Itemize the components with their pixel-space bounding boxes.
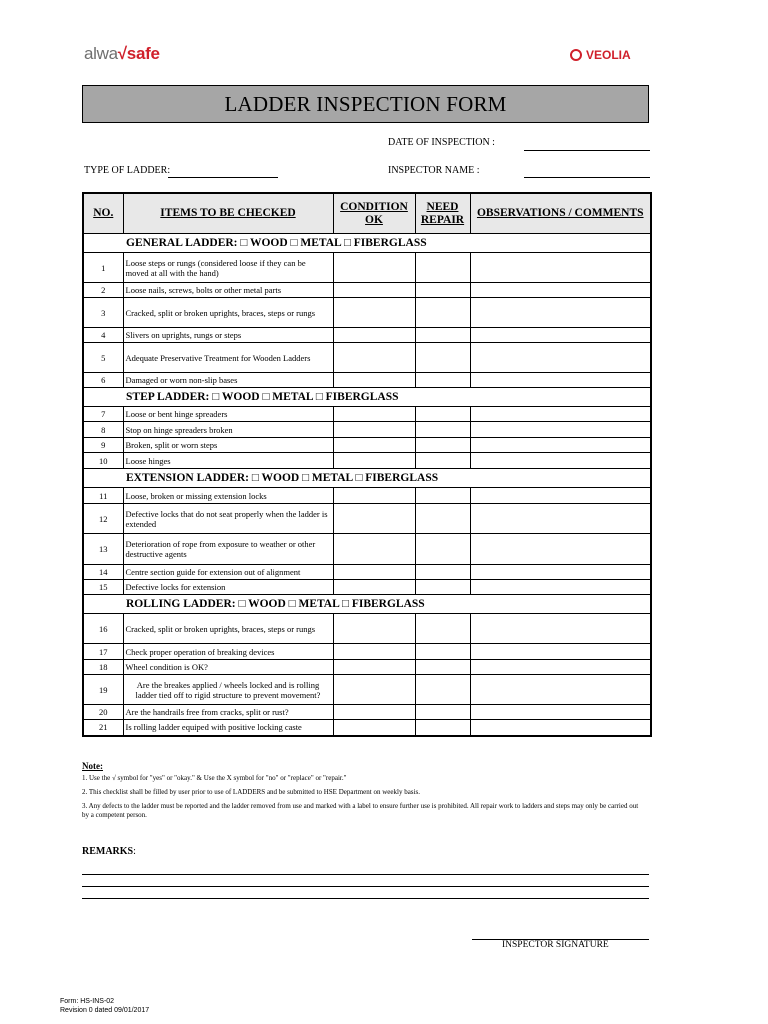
need-repair-cell[interactable] bbox=[415, 614, 470, 644]
item-description: Cracked, split or broken uprights, braces, steps or rungs bbox=[123, 298, 333, 328]
section-row bbox=[83, 388, 651, 407]
table-row bbox=[83, 580, 651, 595]
item-description: Loose, broken or missing extension locks bbox=[123, 488, 333, 504]
observations-cell[interactable] bbox=[470, 580, 651, 595]
condition-ok-cell[interactable] bbox=[333, 328, 415, 343]
item-description: Are the breakes applied / wheels locked and is rolling ladder tied off to rigid structure to prevent movement? bbox=[123, 675, 333, 705]
observations-cell[interactable] bbox=[470, 565, 651, 580]
table-row bbox=[83, 705, 651, 720]
item-number: 17 bbox=[83, 644, 123, 660]
observations-cell[interactable] bbox=[470, 660, 651, 675]
item-number: 21 bbox=[83, 720, 123, 736]
header-need-repair: NEED REPAIR bbox=[415, 193, 470, 234]
item-description: Broken, split or worn steps bbox=[123, 438, 333, 453]
date-of-inspection-label: DATE OF INSPECTION : bbox=[388, 137, 495, 148]
item-number: 7 bbox=[83, 407, 123, 422]
observations-cell[interactable] bbox=[470, 453, 651, 469]
item-number: 19 bbox=[83, 675, 123, 705]
table-row bbox=[83, 488, 651, 504]
need-repair-cell[interactable] bbox=[415, 644, 470, 660]
item-description: Loose hinges bbox=[123, 453, 333, 469]
item-description: Check proper operation of breaking devices bbox=[123, 644, 333, 660]
veolia-logo bbox=[570, 48, 631, 62]
table-row bbox=[83, 675, 651, 705]
need-repair-cell[interactable] bbox=[415, 660, 470, 675]
observations-cell[interactable] bbox=[470, 343, 651, 373]
section-title: GENERAL LADDER: □ WOOD □ METAL □ FIBERGLASS bbox=[83, 234, 651, 253]
condition-ok-cell[interactable] bbox=[333, 720, 415, 736]
note-item: 2. This checklist shall be filled by user prior to use of LADDERS and be submitted to HSE Department on weekly basis. bbox=[82, 788, 420, 796]
need-repair-cell[interactable] bbox=[415, 580, 470, 595]
section-row bbox=[83, 234, 651, 253]
table-row bbox=[83, 534, 651, 565]
notes-heading: Note: bbox=[82, 761, 103, 771]
observations-cell[interactable] bbox=[470, 422, 651, 438]
table-row bbox=[83, 407, 651, 422]
remarks-colon: : bbox=[133, 846, 136, 857]
veolia-mark-icon bbox=[570, 49, 582, 61]
need-repair-cell[interactable] bbox=[415, 720, 470, 736]
type-of-ladder-label: TYPE OF LADDER: bbox=[84, 165, 171, 176]
item-number: 15 bbox=[83, 580, 123, 595]
table-row bbox=[83, 283, 651, 298]
item-number: 6 bbox=[83, 373, 123, 388]
note-item: 1. Use the √ symbol for "yes" or "okay." & Use the X symbol for "no" or "replace" or "repair." bbox=[82, 774, 347, 782]
need-repair-cell[interactable] bbox=[415, 565, 470, 580]
observations-cell[interactable] bbox=[470, 438, 651, 453]
item-number: 4 bbox=[83, 328, 123, 343]
item-description: Defective locks for extension bbox=[123, 580, 333, 595]
table-row bbox=[83, 373, 651, 388]
checklist-table bbox=[82, 192, 652, 737]
notes-section bbox=[82, 762, 642, 825]
condition-ok-cell[interactable] bbox=[333, 705, 415, 720]
item-description: Deterioration of rope from exposure to weather or other destructive agents bbox=[123, 534, 333, 565]
item-number: 20 bbox=[83, 705, 123, 720]
need-repair-cell[interactable] bbox=[415, 534, 470, 565]
table-row bbox=[83, 720, 651, 736]
date-of-inspection-field[interactable] bbox=[524, 150, 650, 151]
observations-cell[interactable] bbox=[470, 675, 651, 705]
condition-ok-cell[interactable] bbox=[333, 453, 415, 469]
item-description: Wheel condition is OK? bbox=[123, 660, 333, 675]
item-number: 1 bbox=[83, 253, 123, 283]
condition-ok-cell[interactable] bbox=[333, 253, 415, 283]
item-description: Cracked, split or broken uprights, braces, steps or rungs bbox=[123, 614, 333, 644]
section-title: EXTENSION LADDER: □ WOOD □ METAL □ FIBERGLASS bbox=[83, 469, 651, 488]
condition-ok-cell[interactable] bbox=[333, 373, 415, 388]
item-description: Damaged or worn non-slip bases bbox=[123, 373, 333, 388]
header-condition-ok: CONDITION OK bbox=[333, 193, 415, 234]
condition-ok-cell[interactable] bbox=[333, 660, 415, 675]
condition-ok-cell[interactable] bbox=[333, 422, 415, 438]
item-number: 2 bbox=[83, 283, 123, 298]
condition-ok-cell[interactable] bbox=[333, 488, 415, 504]
condition-ok-cell[interactable] bbox=[333, 504, 415, 534]
remarks-line[interactable] bbox=[82, 886, 649, 887]
observations-cell[interactable] bbox=[470, 504, 651, 534]
need-repair-cell[interactable] bbox=[415, 438, 470, 453]
need-repair-cell[interactable] bbox=[415, 328, 470, 343]
need-repair-cell[interactable] bbox=[415, 253, 470, 283]
item-number: 12 bbox=[83, 504, 123, 534]
item-number: 11 bbox=[83, 488, 123, 504]
observations-cell[interactable] bbox=[470, 488, 651, 504]
remarks-line[interactable] bbox=[82, 874, 649, 875]
condition-ok-cell[interactable] bbox=[333, 675, 415, 705]
item-number: 10 bbox=[83, 453, 123, 469]
table-row bbox=[83, 298, 651, 328]
need-repair-cell[interactable] bbox=[415, 675, 470, 705]
condition-ok-cell[interactable] bbox=[333, 644, 415, 660]
remarks-label-text: REMARKS bbox=[82, 846, 134, 857]
veolia-logo-text: VEOLIA bbox=[586, 48, 631, 62]
table-row bbox=[83, 504, 651, 534]
section-row bbox=[83, 595, 651, 614]
observations-cell[interactable] bbox=[470, 705, 651, 720]
table-row bbox=[83, 343, 651, 373]
item-description: Loose or bent hinge spreaders bbox=[123, 407, 333, 422]
need-repair-cell[interactable] bbox=[415, 343, 470, 373]
observations-cell[interactable] bbox=[470, 283, 651, 298]
table-row bbox=[83, 660, 651, 675]
condition-ok-cell[interactable] bbox=[333, 283, 415, 298]
section-title: ROLLING LADDER: □ WOOD □ METAL □ FIBERGLASS bbox=[83, 595, 651, 614]
table-row bbox=[83, 644, 651, 660]
condition-ok-cell[interactable] bbox=[333, 298, 415, 328]
alwayssafe-logo bbox=[84, 44, 160, 64]
need-repair-cell[interactable] bbox=[415, 504, 470, 534]
item-description: Stop on hinge spreaders broken bbox=[123, 422, 333, 438]
logo-text-alwa: alwa bbox=[84, 44, 118, 63]
item-description: Slivers on uprights, rungs or steps bbox=[123, 328, 333, 343]
observations-cell[interactable] bbox=[470, 644, 651, 660]
observations-cell[interactable] bbox=[470, 328, 651, 343]
need-repair-cell[interactable] bbox=[415, 298, 470, 328]
observations-cell[interactable] bbox=[470, 407, 651, 422]
form-title bbox=[82, 85, 649, 123]
item-description: Loose steps or rungs (considered loose if they can be moved at all with the hand) bbox=[123, 253, 333, 283]
form-footer bbox=[60, 997, 149, 1015]
item-description: Are the handrails free from cracks, split or rust? bbox=[123, 705, 333, 720]
condition-ok-cell[interactable] bbox=[333, 438, 415, 453]
observations-cell[interactable] bbox=[470, 253, 651, 283]
condition-ok-cell[interactable] bbox=[333, 407, 415, 422]
header-items: ITEMS TO BE CHECKED bbox=[123, 193, 333, 234]
remarks-label bbox=[82, 846, 136, 857]
condition-ok-cell[interactable] bbox=[333, 614, 415, 644]
table-row bbox=[83, 328, 651, 343]
logo-check-mark: √ bbox=[117, 44, 127, 63]
condition-ok-cell[interactable] bbox=[333, 565, 415, 580]
table-header-row bbox=[83, 193, 651, 234]
revision-date: Revision 0 dated 09/01/2017 bbox=[60, 1007, 150, 1014]
need-repair-cell[interactable] bbox=[415, 488, 470, 504]
item-number: 9 bbox=[83, 438, 123, 453]
section-row bbox=[83, 469, 651, 488]
need-repair-cell[interactable] bbox=[415, 705, 470, 720]
item-description: Adequate Preservative Treatment for Wooden Ladders bbox=[123, 343, 333, 373]
item-number: 3 bbox=[83, 298, 123, 328]
form-code: Form: HS-INS-02 bbox=[60, 998, 115, 1005]
item-description: Centre section guide for extension out of alignment bbox=[123, 565, 333, 580]
remarks-line[interactable] bbox=[82, 898, 649, 899]
table-row bbox=[83, 565, 651, 580]
item-description: Loose nails, screws, bolts or other metal parts bbox=[123, 283, 333, 298]
observations-cell[interactable] bbox=[470, 534, 651, 565]
need-repair-cell[interactable] bbox=[415, 373, 470, 388]
note-item: 3. Any defects to the ladder must be reported and the ladder removed from use and marked with a label to ensure further use is prohibited. All repair work to ladders and steps may only be carried out by a competent person. bbox=[82, 802, 639, 819]
table-row bbox=[83, 453, 651, 469]
inspector-name-field[interactable] bbox=[524, 177, 650, 178]
item-number: 5 bbox=[83, 343, 123, 373]
item-description: Is rolling ladder equiped with positive locking caste bbox=[123, 720, 333, 736]
table-row bbox=[83, 614, 651, 644]
table-row bbox=[83, 253, 651, 283]
item-number: 13 bbox=[83, 534, 123, 565]
header-no: NO. bbox=[83, 193, 123, 234]
observations-cell[interactable] bbox=[470, 720, 651, 736]
observations-cell[interactable] bbox=[470, 373, 651, 388]
header-observations: OBSERVATIONS / COMMENTS bbox=[470, 193, 651, 234]
item-number: 16 bbox=[83, 614, 123, 644]
inspector-name-label: INSPECTOR NAME : bbox=[388, 165, 480, 176]
item-number: 14 bbox=[83, 565, 123, 580]
need-repair-cell[interactable] bbox=[415, 283, 470, 298]
need-repair-cell[interactable] bbox=[415, 453, 470, 469]
condition-ok-cell[interactable] bbox=[333, 580, 415, 595]
need-repair-cell[interactable] bbox=[415, 422, 470, 438]
form-title-text: LADDER INSPECTION FORM bbox=[224, 91, 507, 116]
logo-text-safe: safe bbox=[126, 44, 160, 63]
observations-cell[interactable] bbox=[470, 614, 651, 644]
inspector-signature-label: INSPECTOR SIGNATURE bbox=[502, 940, 609, 950]
condition-ok-cell[interactable] bbox=[333, 534, 415, 565]
need-repair-cell[interactable] bbox=[415, 407, 470, 422]
item-description: Defective locks that do not seat properly when the ladder is extended bbox=[123, 504, 333, 534]
type-of-ladder-field[interactable] bbox=[168, 177, 278, 178]
observations-cell[interactable] bbox=[470, 298, 651, 328]
item-number: 18 bbox=[83, 660, 123, 675]
section-title: STEP LADDER: □ WOOD □ METAL □ FIBERGLASS bbox=[83, 388, 651, 407]
table-row bbox=[83, 438, 651, 453]
item-number: 8 bbox=[83, 422, 123, 438]
table-row bbox=[83, 422, 651, 438]
condition-ok-cell[interactable] bbox=[333, 343, 415, 373]
